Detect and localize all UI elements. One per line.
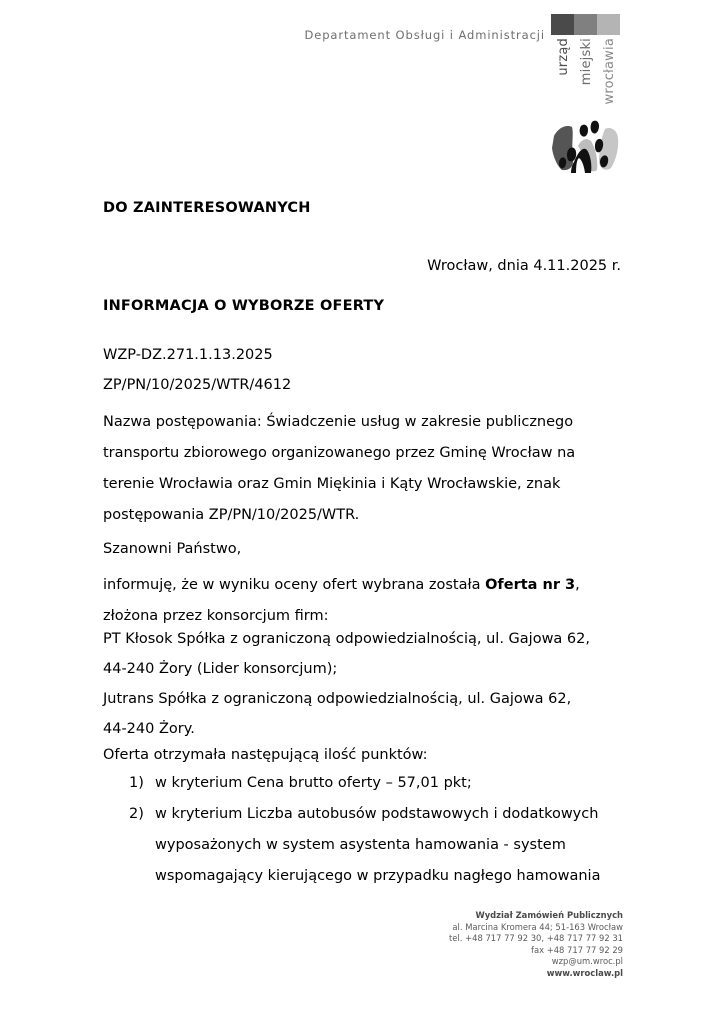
logo-bar-light	[597, 14, 620, 35]
logo-word-wroclawia	[597, 38, 620, 112]
logo-bar-dark	[551, 14, 574, 35]
inform-text-after: , złożona przez konsorcjum firm:	[103, 577, 580, 624]
logo-word-urzad	[551, 38, 574, 112]
inform-text-before: informuję, że w wyniku oceny ofert wybrana została	[103, 577, 486, 593]
consortium-line-3: Jutrans Spółka z ograniczoną odpowiedzialnością, ul. Gajowa 62,	[103, 691, 572, 707]
logo-word-urzad-text: urząd	[555, 38, 571, 76]
criterion-text: w kryterium Liczba autobusów podstawowych i dodatkowych wyposażonych w system asystenta hamowania - system wspomagający kierującego w przypadku nagłego hamowania	[155, 806, 601, 884]
points-intro-paragraph: Oferta otrzymała następującą ilość punktów:	[103, 747, 428, 763]
page-header	[0, 0, 728, 190]
information-paragraph	[103, 570, 603, 632]
procurement-name-paragraph: Nazwa postępowania: Świadczenie usług w zakresie publicznego transportu zbiorowego organizowanego przez Gminę Wrocław na terenie Wrocławia oraz Gmin Miękinia i Kąty Wrocławskie, znak postępowania ZP/PN/10/2025/WTR.	[103, 414, 576, 523]
footer-email: wzp@um.wroc.pl	[551, 956, 623, 967]
criteria-list	[129, 768, 619, 892]
criterion-number: 1)	[129, 775, 144, 791]
footer-office-name: Wydział Zamówień Publicznych	[475, 910, 623, 920]
wroclaw-w-emblem-icon	[548, 116, 624, 178]
reference-block	[103, 340, 291, 400]
greeting-paragraph: Szanowni Państwo,	[103, 541, 242, 557]
footer-fax: fax +48 717 77 92 29	[531, 944, 623, 955]
reference-number-1: WZP-DZ.271.1.13.2025	[103, 347, 273, 363]
page-footer	[380, 910, 623, 980]
department-name: Departament Obsługi i Administracji	[304, 28, 545, 42]
consortium-line-1: PT Kłosok Spółka z ograniczoną odpowiedzialnością, ul. Gajowa 62,	[103, 631, 590, 647]
list-item	[129, 799, 619, 892]
consortium-block	[103, 624, 603, 744]
logo-wordmark	[551, 38, 620, 112]
footer-website: www.wroclaw.pl	[546, 967, 623, 978]
urzad-miejski-wroclawia-logo	[551, 14, 623, 179]
logo-color-bars	[551, 14, 620, 35]
document-title: INFORMACJA O WYBORZE OFERTY	[103, 298, 385, 314]
list-item	[129, 768, 619, 799]
criterion-number: 2)	[129, 806, 144, 822]
reference-number-2: ZP/PN/10/2025/WTR/4612	[103, 377, 292, 393]
consortium-line-2: 44-240 Żory (Lider konsorcjum);	[103, 661, 338, 677]
logo-word-miejski-text: miejski	[578, 38, 594, 86]
consortium-line-4: 44-240 Żory.	[103, 721, 195, 737]
logo-bar-medium	[574, 14, 597, 35]
criterion-text: w kryterium Cena brutto oferty – 57,01 pkt;	[155, 775, 472, 791]
footer-address: al. Marcina Kromera 44; 51-163 Wrocław	[452, 921, 623, 932]
selected-offer-label: Oferta nr 3	[485, 577, 576, 593]
date-line: Wrocław, dnia 4.11.2025 r.	[427, 258, 621, 274]
footer-phone: tel. +48 717 77 92 30, +48 717 77 92 31	[449, 933, 623, 944]
logo-word-wroclawia-text: wrocławia	[601, 38, 617, 105]
logo-word-miejski	[574, 38, 597, 112]
addressee-heading: DO ZAINTERESOWANYCH	[103, 200, 311, 216]
